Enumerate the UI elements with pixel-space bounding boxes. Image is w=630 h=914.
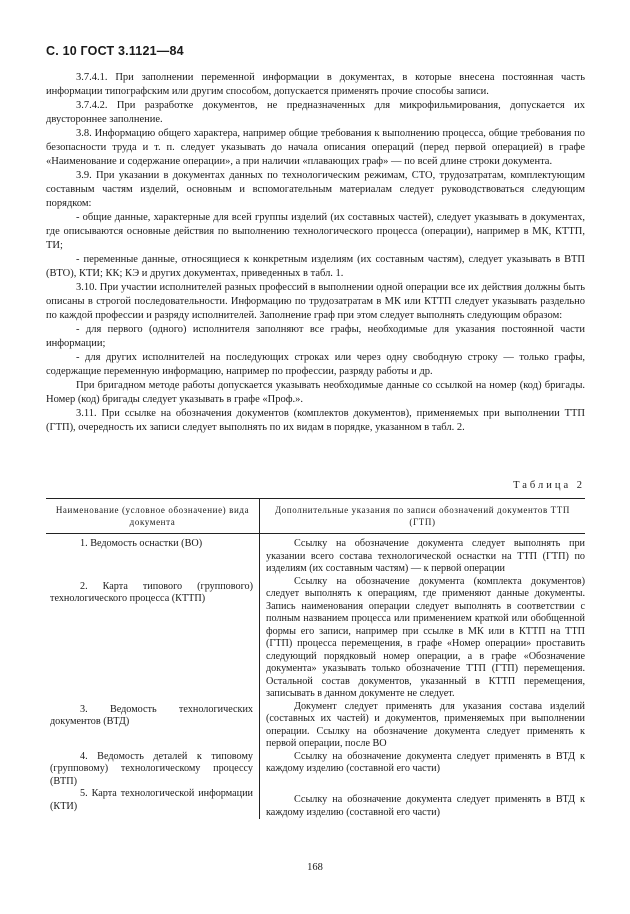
paragraph-3-7-4-2: 3.7.4.2. При разработке документов, не предназначенных для микрофильмирования, допускается их двустороннее заполнение. <box>46 100 585 125</box>
table-cell-document-type: 2. Карта типового (группового) технологического процесса (КТТП) <box>50 580 253 604</box>
table-header-instructions: Дополнительные указания по записи обозначений документов ТТП (ГТП) <box>260 499 586 534</box>
list-item-variable-data: - переменные данные, относящиеся к конкретным изделиям (их составным частям), следует указывать в ВТП (ВТО), КТИ; КК; КЭ и других документах, приведенных в табл. 1. <box>46 254 585 279</box>
paragraph-3-11: 3.11. При ссылке на обозначения документов (комплектов документов), применяемых при выполнении ТТП (ГТП), очередность их записи следует выполнять по их видам в порядке, указанном в табл. 2. <box>46 408 585 433</box>
paragraph-3-8: 3.8. Информацию общего характера, например общие требования к выполнению процесса, общие требования по безопасности труда и т. п. следует указывать до начала описания операций (перед первой операцией) в графе «Наименование и содержание операции», а при наличии «плавающих граф» — по всей длине строки документа. <box>46 128 585 167</box>
list-item-other-performers: - для других исполнителей на последующих строках или через одну свободную строку — только графы, содержащие переменную информацию, например по профессии, разряду работы и др. <box>46 352 585 377</box>
paragraph-3-9: 3.9. При указании в документах данных по технологическим режимам, СТО, трудозатратам, комплектующим составным частям изделий, основным и вспомогательным материалам следует руководствоваться следующим порядком: <box>46 170 585 209</box>
table-cell-instruction: Ссылку на обозначение документа следует применять в ВТД к каждому изделию (составной его части) <box>266 794 585 818</box>
table-header-row <box>46 499 585 534</box>
table-row <box>46 788 585 819</box>
table-row <box>46 751 585 789</box>
paragraph-3-7-4-1: 3.7.4.1. При заполнении переменной информации в документах, в которые внесена постоянная часть информации типографским или другим способом, допускается применять прочие способы записи. <box>46 72 585 97</box>
page-number: 168 <box>307 862 323 873</box>
table-cell-document-type: 1. Ведомость оснастки (ВО) <box>80 538 203 549</box>
table-cell-document-type: 3. Ведомость технологических документов (ВТД) <box>50 703 253 727</box>
body-text <box>46 71 585 435</box>
table-row <box>46 576 585 701</box>
table-cell-instruction: Ссылку на обозначение документа следует применять в ВТД к каждому изделию (составной его части) <box>266 750 585 774</box>
table-row <box>46 534 585 576</box>
paragraph-brigade-method: При бригадном методе работы допускается указывать необходимые данные со ссылкой на номер (код) бригады. Номер (код) бригады следует указывать в графе «Проф.». <box>46 380 585 405</box>
table-cell-instruction: Ссылку на обозначение документа (комплекта документов) следует выполнять к операциям, где применяют данные документы. Запись наименования операции следует выполнять в соответствии с полным названием процесса или применением краткой или обобщенной формы его записи, например при ссылке в МК или в КТТП на ТТП (ГТП) процесса перемещения, в графе «Номер операции» проставить следующий порядковый номер операции, а в графе «Обозначение документа» указывать только обозначение ТТП (ГТП) перемещения. Остальной состав документов, указанный в КТТП перемещения, записывать в данном документе не следует. <box>266 575 585 699</box>
list-item-first-performer: - для первого (одного) исполнителя заполняют все графы, необходимые для указания постоянной части информации; <box>46 324 585 349</box>
table-header-document-type: Наименование (условное обозначение) вида документа <box>46 499 260 534</box>
paragraph-3-10: 3.10. При участии исполнителей разных профессий в выполнении одной операции все их действия должны быть описаны в строгой последовательности. Информацию по трудозатратам в МК или КТТП следует указывать раздельно по каждой профессии и разряду исполнителей. Заполнение граф при этом следует выполнять следующим образом: <box>46 282 585 321</box>
table-cell-instruction: Ссылку на обозначение документа следует выполнять при указании всего состава технологической оснастки на ТТП (ГТП) по изделиям (их составным частям) — к первой операции <box>266 538 585 574</box>
table-cell-document-type: 4. Ведомость деталей к типовому (групповому) технологическому процессу (ВТП) <box>50 750 253 787</box>
table-cell-instruction: Документ следует применять для указания состава изделий (составных их частей) и документов, применяемых при выполнении операции. Ссылку на обозначение документа следует применять к первой операции, после ВО <box>266 700 585 749</box>
table-2 <box>46 498 585 819</box>
table-caption: Таблица 2 <box>513 480 585 491</box>
list-item-general-data: - общие данные, характерные для всей группы изделий (их составных частей), следует указывать в документах, где описываются основные действия по выполнению технологического процесса (операции), например в МК, КТТП, ТИ; <box>46 212 585 251</box>
page-header: С. 10 ГОСТ 3.1121—84 <box>46 44 184 58</box>
table-cell-document-type: 5. Карта технологической информации (КТИ) <box>50 788 253 812</box>
table-row <box>46 701 585 751</box>
